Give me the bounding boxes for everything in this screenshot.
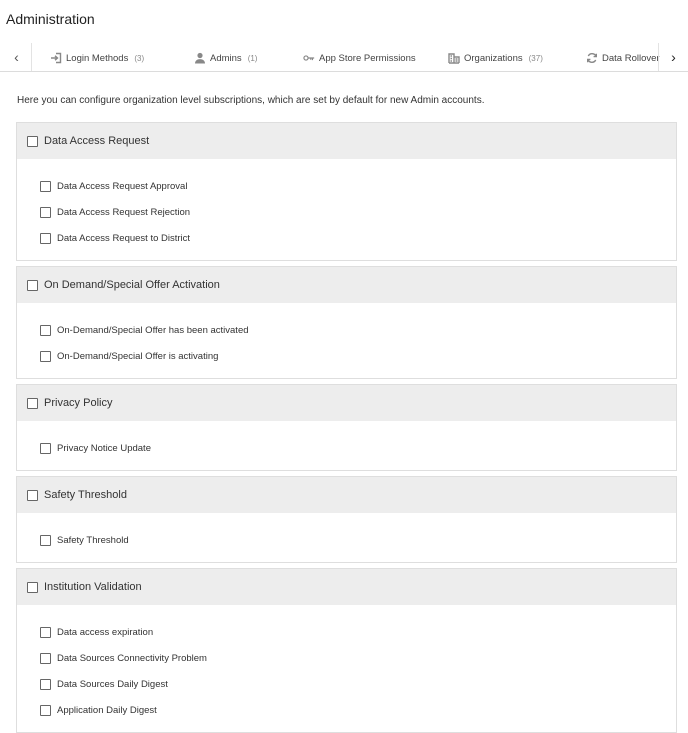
subscription-group-safety-threshold	[16, 476, 677, 563]
group-header	[17, 123, 676, 159]
item-label: Data Access Request Rejection	[57, 206, 191, 218]
group-title: Institution Validation	[44, 581, 142, 593]
subscription-item	[17, 225, 676, 251]
subscription-group-privacy-policy	[16, 384, 677, 471]
item-checkbox[interactable]	[40, 325, 51, 336]
group-title: On Demand/Special Offer Activation	[44, 279, 220, 291]
group-checkbox[interactable]	[27, 490, 38, 501]
item-checkbox[interactable]	[40, 443, 51, 454]
tab-admins[interactable]	[194, 49, 257, 67]
tab-bar	[0, 43, 688, 72]
subscription-item	[17, 173, 676, 199]
group-checkbox[interactable]	[27, 398, 38, 409]
item-checkbox[interactable]	[40, 207, 51, 218]
subscription-item	[17, 199, 676, 225]
tab-organizations[interactable]	[448, 49, 543, 67]
item-checkbox[interactable]	[40, 535, 51, 546]
item-label: Application Daily Digest	[57, 704, 157, 716]
item-checkbox[interactable]	[40, 679, 51, 690]
tab-login-methods[interactable]	[50, 49, 144, 67]
item-label: Safety Threshold	[57, 534, 129, 546]
person-icon	[194, 52, 206, 64]
tab-label: Admins	[210, 52, 242, 64]
subscription-item	[17, 527, 676, 553]
subscription-item	[17, 671, 676, 697]
tab-count: (37)	[528, 53, 543, 63]
subscription-item	[17, 697, 676, 723]
item-label: Data access expiration	[57, 626, 154, 638]
subscription-item	[17, 435, 676, 461]
tab-count: (3)	[134, 53, 145, 63]
group-checkbox[interactable]	[27, 280, 38, 291]
tab-label: Login Methods	[66, 52, 129, 64]
group-checkbox[interactable]	[27, 136, 38, 147]
group-body	[17, 421, 676, 470]
tabs-scroll-left-button[interactable]: ‹	[2, 43, 32, 71]
item-checkbox[interactable]	[40, 627, 51, 638]
group-header	[17, 267, 676, 303]
tab-count: (1)	[247, 53, 258, 63]
subscription-group-on-demand-activation	[16, 266, 677, 379]
group-title: Privacy Policy	[44, 397, 113, 409]
tab-label: Data Rollover	[602, 52, 660, 64]
subscription-group-institution-validation	[16, 568, 677, 733]
item-checkbox[interactable]	[40, 181, 51, 192]
subscription-item	[17, 619, 676, 645]
item-label: Data Sources Daily Digest	[57, 678, 168, 690]
tab-app-store-permissions[interactable]	[303, 49, 416, 67]
item-label: Data Access Request Approval	[57, 180, 188, 192]
item-label: On-Demand/Special Offer is activating	[57, 350, 219, 362]
tabs-scroll-right-button[interactable]: ›	[658, 43, 688, 71]
group-header	[17, 569, 676, 605]
group-header	[17, 385, 676, 421]
group-header	[17, 477, 676, 513]
item-label: Privacy Notice Update	[57, 442, 151, 454]
item-label: Data Sources Connectivity Problem	[57, 652, 207, 664]
group-title: Data Access Request	[44, 135, 150, 147]
item-checkbox[interactable]	[40, 351, 51, 362]
subscription-item	[17, 645, 676, 671]
item-label: Data Access Request to District	[57, 232, 191, 244]
tab-label: App Store Permissions	[319, 52, 416, 64]
key-icon	[303, 52, 315, 64]
group-body	[17, 605, 676, 732]
item-label: On-Demand/Special Offer has been activated	[57, 324, 249, 336]
building-icon	[448, 52, 460, 64]
subscription-item	[17, 317, 676, 343]
sync-icon	[586, 52, 598, 64]
login-icon	[50, 52, 62, 64]
subscription-group-data-access-request	[16, 122, 677, 261]
group-title: Safety Threshold	[44, 489, 127, 501]
group-body	[17, 159, 676, 260]
item-checkbox[interactable]	[40, 653, 51, 664]
item-checkbox[interactable]	[40, 705, 51, 716]
page-title: Administration	[6, 11, 95, 27]
tab-label: Organizations	[464, 52, 523, 64]
group-checkbox[interactable]	[27, 582, 38, 593]
group-body	[17, 513, 676, 562]
tab-data-rollover[interactable]	[586, 49, 660, 67]
item-checkbox[interactable]	[40, 233, 51, 244]
subscription-item	[17, 343, 676, 369]
intro-text: Here you can configure organization level subscriptions, which are set by default for new Admin accounts.	[17, 95, 485, 106]
group-body	[17, 303, 676, 378]
